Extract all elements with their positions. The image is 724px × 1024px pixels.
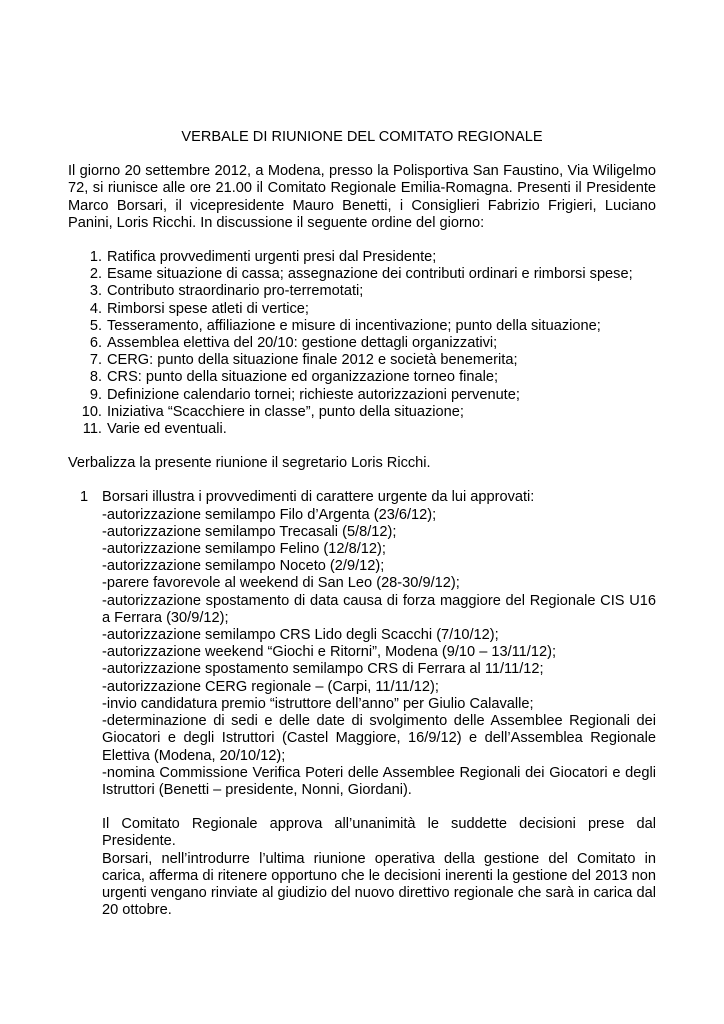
agenda-item-number: 1. xyxy=(89,249,102,266)
agenda-item-number: 4. xyxy=(89,300,102,317)
measure-item: -autorizzazione semilampo Trecasali (5/8/12); xyxy=(102,523,397,540)
measure-item: -autorizzazione CERG regionale – (Carpi, 11/11/12); xyxy=(102,678,439,695)
measure-item: -nomina Commissione Verifica Poteri delle Assemblee Regionali dei Giocatori e degli Istruttori (Benetti – presidente, Nonni, Giordani). xyxy=(102,764,656,798)
agenda-item xyxy=(68,283,656,300)
section-lead: Borsari illustra i provvedimenti di carattere urgente da lui approvati: xyxy=(102,489,535,506)
agenda-item-text: Assemblea elettiva del 20/10: gestione dettagli organizzativi; xyxy=(107,335,498,352)
agenda-item-number: 10. xyxy=(81,403,102,420)
agenda-item-number: 9. xyxy=(89,386,102,403)
measure-item: -autorizzazione spostamento semilampo CRS di Ferrara al 11/11/12; xyxy=(102,661,544,678)
agenda-item-text: Definizione calendario tornei; richieste autorizzazioni pervenute; xyxy=(107,386,520,403)
agenda-item xyxy=(68,352,656,369)
measure-item: -autorizzazione semilampo Filo d’Argenta (23/6/12); xyxy=(102,506,437,523)
section-number: 1 xyxy=(80,489,89,506)
agenda-item xyxy=(68,249,656,266)
agenda-item-text: Tesseramento, affiliazione e misure di incentivazione; punto della situazione; xyxy=(107,317,601,334)
agenda-item xyxy=(68,318,656,335)
measure-item: -autorizzazione spostamento di data causa di forza maggiore del Regionale CIS U16 a Ferrara (30/9/12); xyxy=(102,592,656,626)
section-body xyxy=(102,489,656,919)
measure-item: -determinazione di sedi e delle date di svolgimento delle Assemblee Regionali dei Giocatori e degli Istruttori (Castel Maggiore, 16/9/12) e dell’Assemblea Regionale Elettiva (Modena, 20/10/12); xyxy=(102,713,656,764)
approval-paragraph: Il Comitato Regionale approva all’unanimità le suddette decisioni prese dal Presidente. xyxy=(102,816,656,850)
measure-item: -invio candidatura premio “istruttore dell’anno” per Giulio Calavalle; xyxy=(102,695,534,712)
agenda-item xyxy=(68,301,656,318)
agenda-item xyxy=(68,335,656,352)
agenda-item-number: 5. xyxy=(89,317,102,334)
measure-item: -autorizzazione semilampo Noceto (2/9/12); xyxy=(102,558,385,575)
intro-paragraph: Il giorno 20 settembre 2012, a Modena, presso la Polisportiva San Faustino, Via Wiligelmo 72, si riunisce alle ore 21.00 il Comitato Regionale Emilia-Romagna. Presenti il Presidente Marco Borsari, il vicepresidente Mauro Benetti, i Consiglieri Fabrizio Frigieri, Luciano Panini, Loris Ricchi. In discussione il seguente ordine del giorno: xyxy=(68,163,656,231)
measure-item: -autorizzazione semilampo CRS Lido degli Scacchi (7/10/12); xyxy=(102,627,499,644)
measure-item: -parere favorevole al weekend di San Leo (28-30/9/12); xyxy=(102,575,460,592)
secretary-line: Verbalizza la presente riunione il segretario Loris Ricchi. xyxy=(68,455,431,472)
agenda-item-number: 11. xyxy=(82,421,102,438)
agenda-item xyxy=(68,404,656,421)
agenda-item-text: Esame situazione di cassa; assegnazione dei contributi ordinari e rimborsi spese; xyxy=(107,266,633,283)
agenda-list xyxy=(68,249,656,438)
agenda-item-number: 6. xyxy=(89,335,102,352)
agenda-item xyxy=(68,266,656,283)
document-title: VERBALE DI RIUNIONE DEL COMITATO REGIONALE xyxy=(181,129,543,145)
agenda-item-text: Varie ed eventuali. xyxy=(107,421,227,438)
agenda-item-number: 3. xyxy=(89,283,102,300)
measures-list xyxy=(102,507,656,799)
agenda-item-text: Ratifica provvedimenti urgenti presi dal Presidente; xyxy=(107,249,437,266)
agenda-item-text: Iniziativa “Scacchiere in classe”, punto della situazione; xyxy=(107,403,464,420)
agenda-item xyxy=(68,421,656,438)
measure-item: -autorizzazione semilampo Felino (12/8/12); xyxy=(102,541,386,558)
agenda-item-text: CERG: punto della situazione finale 2012 e società benemerita; xyxy=(107,352,518,369)
agenda-item-text: CRS: punto della situazione ed organizzazione torneo finale; xyxy=(107,369,499,386)
agenda-item-text: Contributo straordinario pro-terremotati; xyxy=(107,283,364,300)
agenda-item-number: 2. xyxy=(89,266,102,283)
agenda-item xyxy=(68,369,656,386)
measure-item: -autorizzazione weekend “Giochi e Ritorni”, Modena (9/10 – 13/11/12); xyxy=(102,644,557,661)
agenda-item-number: 7. xyxy=(89,352,102,369)
agenda-item xyxy=(68,387,656,404)
section-1 xyxy=(68,489,656,919)
closing-paragraph: Borsari, nell’introdurre l’ultima riunione operativa della gestione del Comitato in carica, afferma di ritenere opportuno che le decisioni inerenti la gestione del 2013 non urgenti vengano rinviate al giudizio del nuovo direttivo regionale che sarà in carica dal 20 ottobre. xyxy=(102,850,656,919)
agenda-item-number: 8. xyxy=(89,369,102,386)
document-content xyxy=(68,129,656,919)
agenda-item-text: Rimborsi spese atleti di vertice; xyxy=(107,300,309,317)
